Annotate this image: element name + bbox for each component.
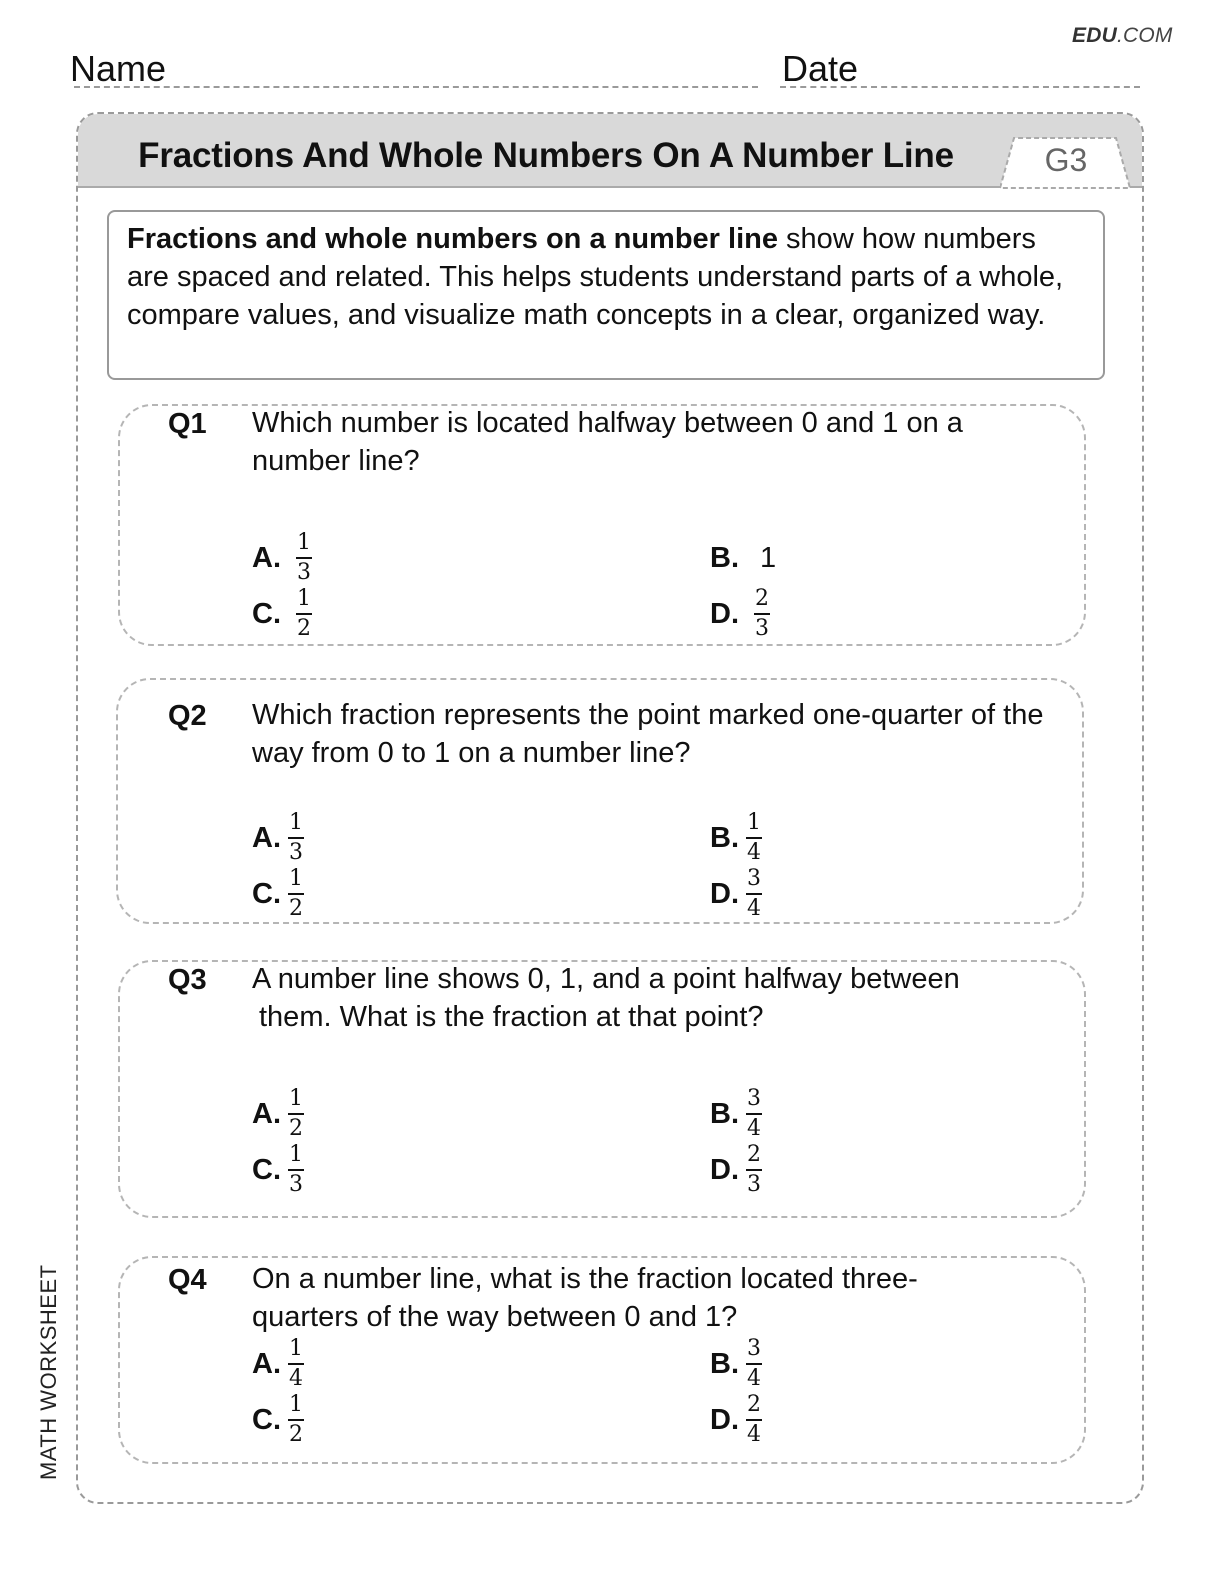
fraction-bar <box>288 1363 304 1365</box>
option-q2-c[interactable] <box>252 866 372 926</box>
option-fraction <box>746 1392 762 1448</box>
grade-label: G3 <box>1044 142 1088 178</box>
fraction-denominator: 3 <box>747 1172 761 1197</box>
option-letter: A. <box>252 1098 281 1130</box>
intro-box <box>107 210 1105 380</box>
name-field[interactable] <box>74 86 758 88</box>
fraction-bar <box>754 613 770 615</box>
option-fraction <box>746 1086 762 1142</box>
question-text <box>252 960 1072 1036</box>
option-letter: B. <box>710 822 739 854</box>
question-text: On a number line, what is the fraction located three-quarters of the way between 0 and 1? <box>252 1263 918 1333</box>
option-q2-b[interactable] <box>710 810 830 870</box>
option-q3-c[interactable] <box>252 1142 372 1202</box>
option-fraction <box>746 810 762 866</box>
option-q1-d[interactable] <box>710 586 830 646</box>
question-number: Q1 <box>168 408 207 440</box>
fraction-bar <box>746 893 762 895</box>
fraction-bar <box>746 1363 762 1365</box>
option-fraction <box>746 1336 762 1392</box>
fraction-numerator: 3 <box>747 1336 761 1361</box>
option-letter: D. <box>710 878 739 910</box>
fraction-numerator: 1 <box>289 1336 303 1361</box>
option-letter: B. <box>710 542 739 574</box>
fraction-numerator: 1 <box>289 1392 303 1417</box>
option-q4-c[interactable] <box>252 1392 372 1452</box>
brand-logo-rest: .COM <box>1116 24 1173 47</box>
option-q2-d[interactable] <box>710 866 830 926</box>
option-fraction <box>288 1392 304 1448</box>
option-q4-b[interactable] <box>710 1336 830 1396</box>
fraction-denominator: 3 <box>755 616 769 641</box>
option-q3-d[interactable] <box>710 1142 830 1202</box>
fraction-denominator: 4 <box>747 896 761 921</box>
fraction-denominator: 4 <box>747 840 761 865</box>
option-letter: D. <box>710 598 739 630</box>
brand-logo-bold: EDU <box>1072 24 1117 47</box>
fraction-numerator: 3 <box>747 866 761 891</box>
fraction-bar <box>288 1419 304 1421</box>
option-letter: D. <box>710 1404 739 1436</box>
fraction-denominator: 3 <box>289 840 303 865</box>
fraction-bar <box>288 837 304 839</box>
option-q1-c[interactable] <box>252 586 372 646</box>
fraction-numerator: 1 <box>289 866 303 891</box>
option-fraction <box>288 1142 304 1198</box>
option-letter: B. <box>710 1098 739 1130</box>
fraction-denominator: 2 <box>297 616 311 641</box>
fraction-denominator: 2 <box>289 1116 303 1141</box>
fraction-denominator: 4 <box>747 1116 761 1141</box>
fraction-denominator: 3 <box>297 560 311 585</box>
question-text-line: them. What is the fraction at that point? <box>259 1001 764 1033</box>
fraction-numerator: 1 <box>289 810 303 835</box>
fraction-bar <box>746 837 762 839</box>
question-text: Which fraction represents the point marked one-quarter of the way from 0 to 1 on a number line? <box>252 699 1044 769</box>
date-field[interactable] <box>780 86 1140 88</box>
fraction-numerator: 3 <box>747 1086 761 1111</box>
fraction-numerator: 2 <box>747 1142 761 1167</box>
option-letter: D. <box>710 1154 739 1186</box>
brand-logo <box>1072 24 1173 48</box>
fraction-numerator: 1 <box>297 586 311 611</box>
option-q3-b[interactable] <box>710 1086 830 1146</box>
fraction-numerator: 2 <box>747 1392 761 1417</box>
fraction-numerator: 2 <box>755 586 769 611</box>
option-fraction <box>288 810 304 866</box>
question-text: Which number is located halfway between 0 and 1 on a number line? <box>252 407 963 477</box>
option-fraction <box>288 866 304 922</box>
option-fraction <box>754 586 770 642</box>
option-q4-a[interactable] <box>252 1336 372 1396</box>
option-letter: A. <box>252 822 281 854</box>
fraction-numerator: 1 <box>297 530 311 555</box>
option-q1-b[interactable] <box>710 530 830 590</box>
fraction-denominator: 4 <box>289 1366 303 1391</box>
fraction-bar <box>746 1113 762 1115</box>
intro-text: show how numbers are spaced and related. This helps students understand parts of a whole, compare values, and visualize math concepts in a clear, organized way. <box>127 223 1064 331</box>
option-letter: C. <box>252 1404 281 1436</box>
side-label: MATH WORKSHEET <box>36 1264 61 1480</box>
fraction-bar <box>288 893 304 895</box>
date-label: Date <box>782 48 859 89</box>
option-q1-a[interactable] <box>252 530 372 590</box>
option-letter: A. <box>252 1348 281 1380</box>
fraction-bar <box>288 1113 304 1115</box>
option-fraction <box>288 1086 304 1142</box>
fraction-denominator: 2 <box>289 896 303 921</box>
option-q4-d[interactable] <box>710 1392 830 1452</box>
question-number: Q3 <box>168 964 207 996</box>
worksheet-title: Fractions And Whole Numbers On A Number Line <box>138 136 954 175</box>
fraction-denominator: 2 <box>289 1422 303 1447</box>
fraction-numerator: 1 <box>747 810 761 835</box>
intro-bold: Fractions and whole numbers on a number line <box>127 223 778 255</box>
option-letter: C. <box>252 598 281 630</box>
option-letter: B. <box>710 1348 739 1380</box>
question-number: Q4 <box>168 1264 207 1296</box>
option-letter: C. <box>252 878 281 910</box>
option-fraction <box>746 1142 762 1198</box>
fraction-denominator: 4 <box>747 1422 761 1447</box>
option-fraction <box>296 586 312 642</box>
option-value: 1 <box>760 542 777 574</box>
question-number: Q2 <box>168 700 207 732</box>
option-fraction <box>746 866 762 922</box>
fraction-numerator: 1 <box>289 1086 303 1111</box>
fraction-bar <box>746 1419 762 1421</box>
fraction-numerator: 1 <box>289 1142 303 1167</box>
option-letter: C. <box>252 1154 281 1186</box>
name-label: Name <box>70 48 167 89</box>
option-letter: A. <box>252 542 281 574</box>
question-text-line: A number line shows 0, 1, and a point halfway between <box>252 963 960 995</box>
fraction-bar <box>288 1169 304 1171</box>
fraction-denominator: 3 <box>289 1172 303 1197</box>
option-q3-a[interactable] <box>252 1086 372 1146</box>
option-q2-a[interactable] <box>252 810 372 870</box>
fraction-bar <box>296 557 312 559</box>
fraction-bar <box>746 1169 762 1171</box>
fraction-bar <box>296 613 312 615</box>
fraction-denominator: 4 <box>747 1366 761 1391</box>
option-fraction <box>296 530 312 586</box>
option-fraction <box>288 1336 304 1392</box>
